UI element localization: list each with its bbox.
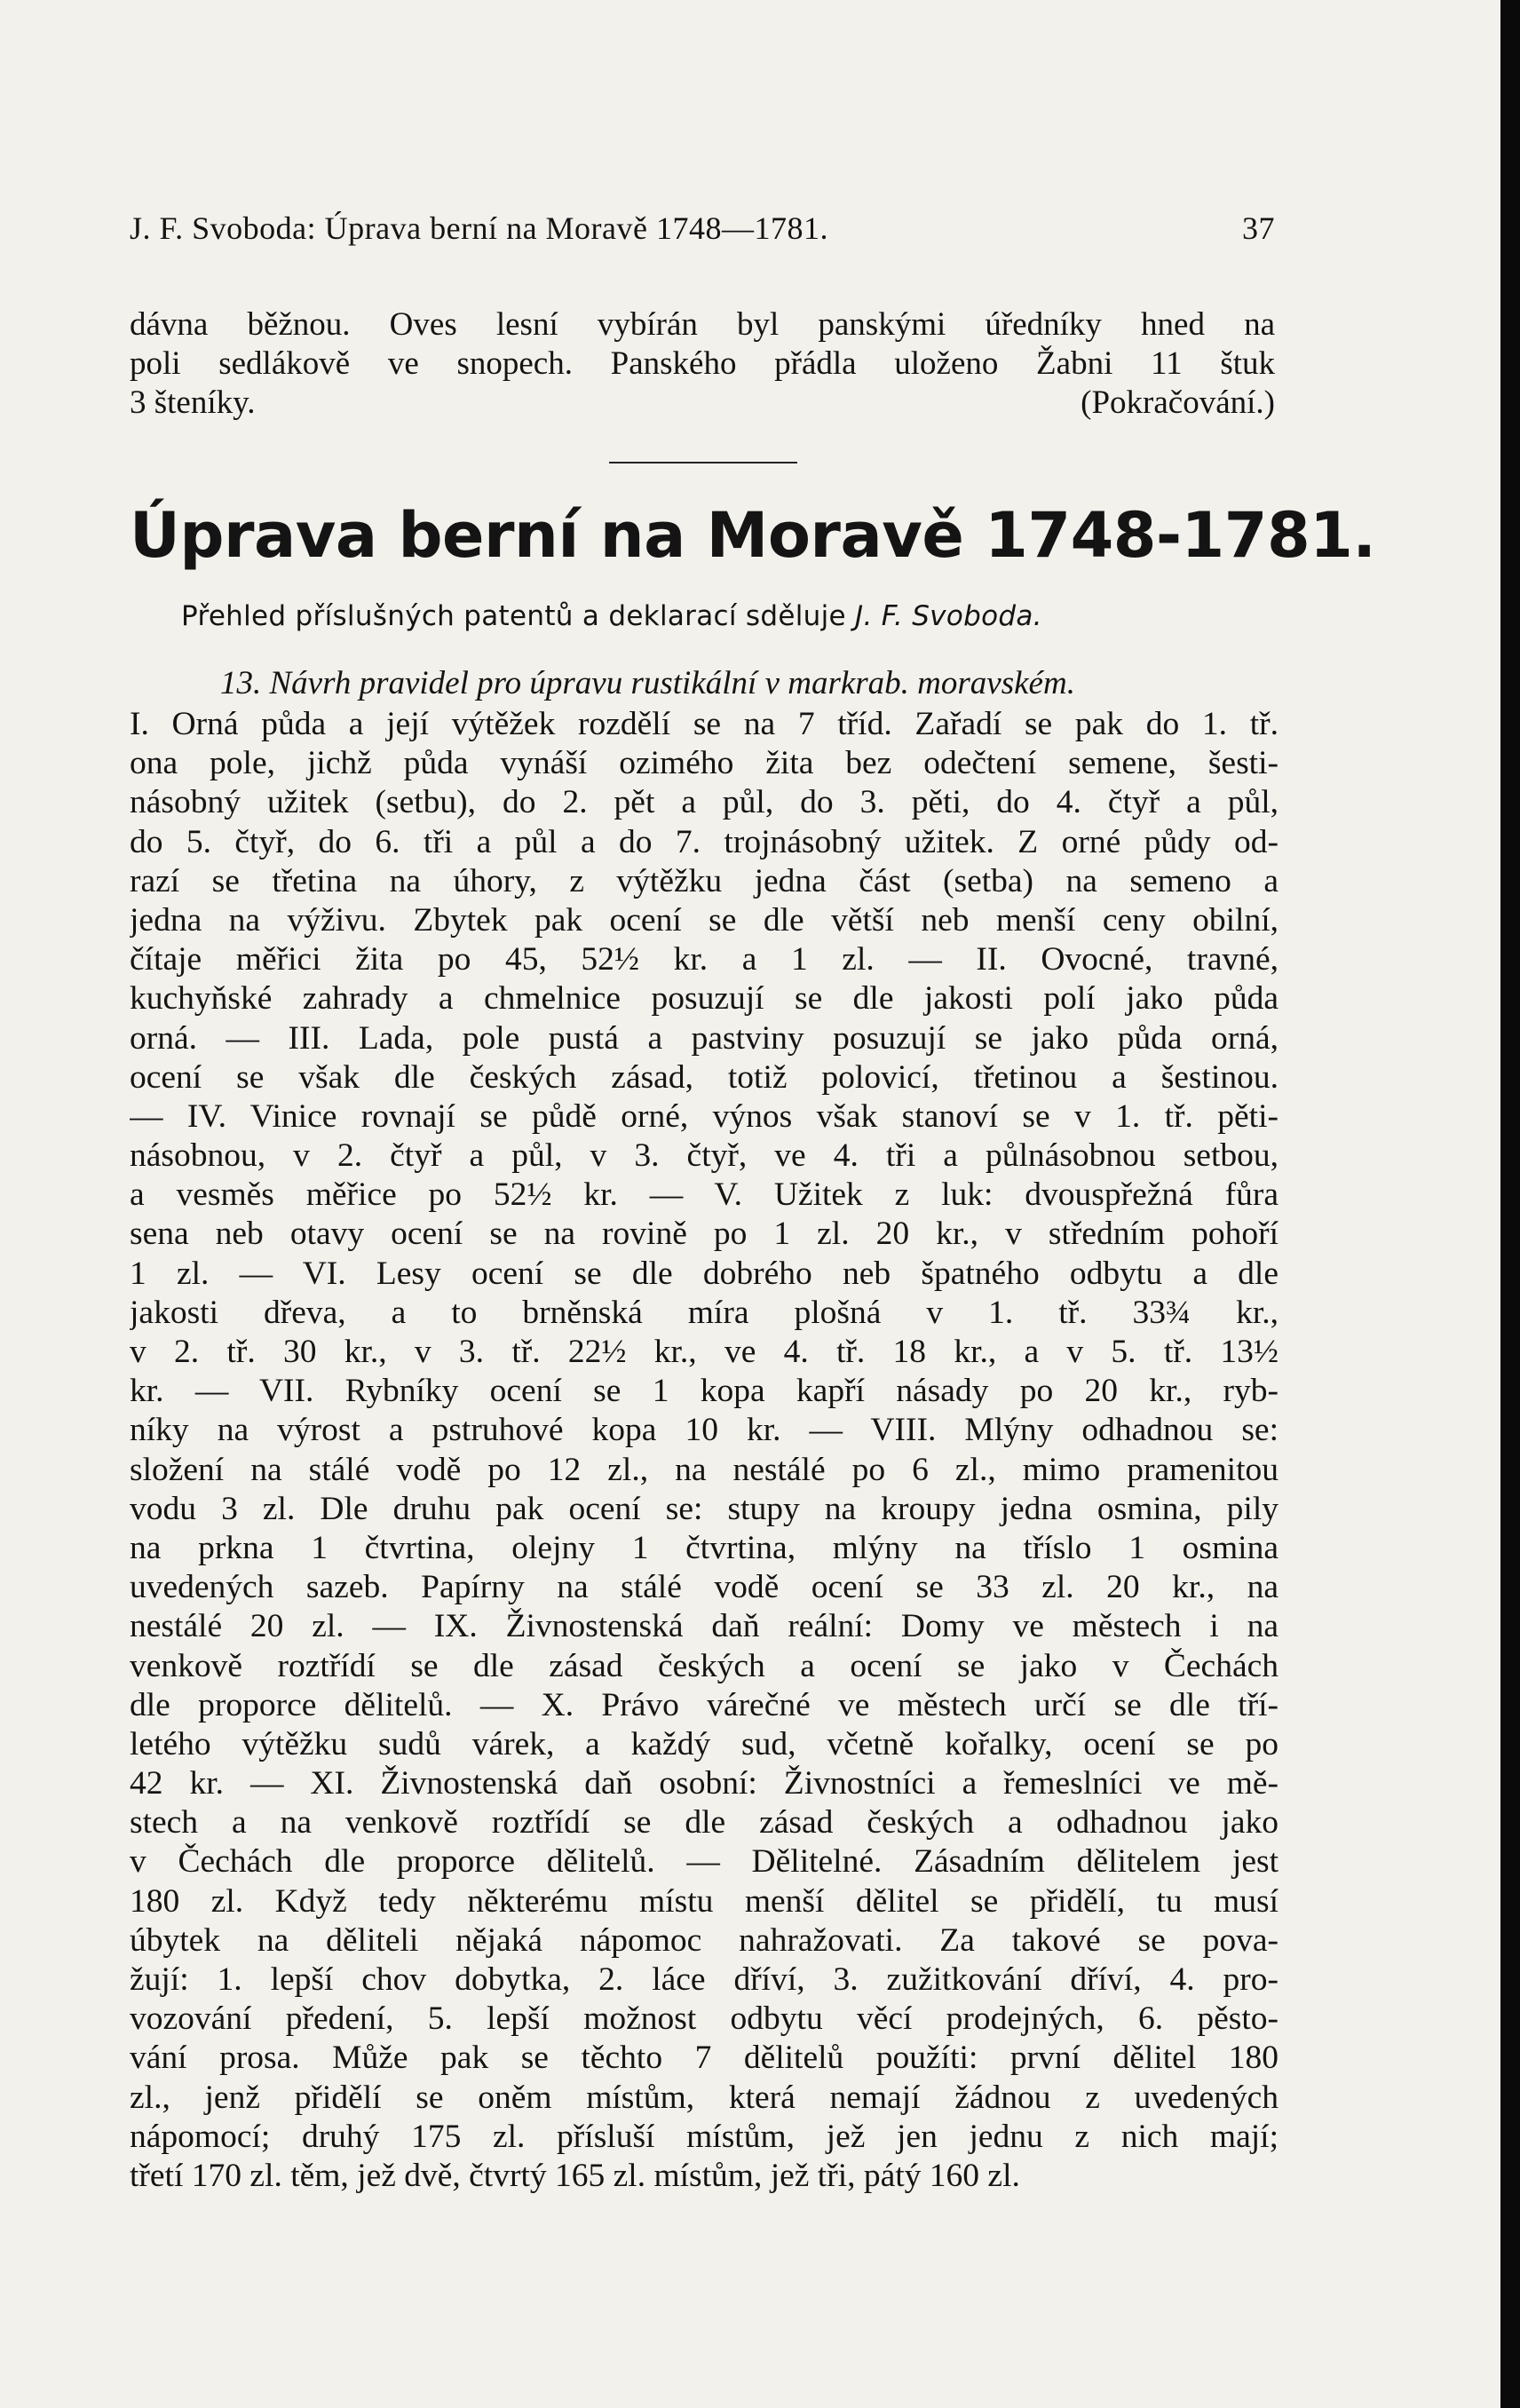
text-line: v 2. tř. 30 kr., v 3. tř. 22½ kr., ve 4. tř. 18 kr., a v 5. tř. 13½ (130, 1334, 1279, 1370)
text-line: jedna na výživu. Zbytek pak ocení se dle větší neb menší ceny obilní, (130, 901, 1279, 939)
text-line: čítaje měřici žita po 45, 52½ kr. a 1 zl. — II. Ovocné, travné, (130, 941, 1279, 978)
text-line: jakosti dřeva, a to brněnská míra plošná v 1. tř. 33¾ kr., (130, 1294, 1279, 1331)
text-line: žují: 1. lepší chov dobytka, 2. láce dříví, 3. zužitkování dříví, 4. pro- (130, 1961, 1279, 1998)
text-line: vozování předení, 5. lepší možnost odbytu věcí prodejných, 6. pěsto- (130, 2000, 1279, 2038)
continuation-line (130, 384, 1275, 423)
text-line: vání prosa. Může pak se těchto 7 dělitelů použíti: první dělitel 180 (130, 2040, 1279, 2077)
text-line: razí se třetina na úhory, z výtěžku jedna část (setba) na semeno a (130, 862, 1279, 899)
text-line: vodu 3 zl. Dle druhu pak ocení se: stupy na kroupy jedna osmina, pily (130, 1490, 1279, 1527)
text-line: letého výtěžku sudů várek, a každý sud, včetně kořalky, ocení se po (130, 1725, 1279, 1762)
article-subtitle (181, 597, 1264, 636)
text-line: zl., jenž přidělí se oněm místům, která nemají žádnou z uvedených (130, 2079, 1279, 2116)
text-line: kr. — VII. Rybníky ocení se 1 kopa kapří násady po 20 kr., ryb- (130, 1373, 1279, 1410)
text-line: v Čechách dle proporce dělitelů. — Dělitelné. Zásadním dělitelem jest (130, 1843, 1279, 1881)
section-divider (609, 462, 797, 463)
text-line: — IV. Vinice rovnají se půdě orné, výnos však stanoví se v 1. tř. pěti- (130, 1097, 1279, 1135)
text-line: ona pole, jichž půda vynáší ozimého žita bez odečtení semene, šesti- (130, 745, 1279, 782)
subtitle-text: Přehled příslušných patentů a deklarací sděluje (181, 600, 856, 632)
text-line: sena neb otavy ocení se na rovině po 1 zl. 20 kr., v středním pohoří (130, 1216, 1279, 1253)
running-header (130, 210, 1275, 247)
text-line: dle proporce dělitelů. — X. Právo várečné ve městech určí se dle tří- (130, 1686, 1279, 1723)
text-line: nápomocí; druhý 175 zl. přísluší místům, jež jen jednu z nich mají; (130, 2118, 1279, 2155)
text-line: stech a na venkově roztřídí se dle zásad českých a odhadnou jako (130, 1804, 1279, 1842)
section-heading: 13. Návrh pravidel pro úpravu rustikální v markrab. moravském. (220, 665, 1075, 701)
page-edge (1500, 0, 1520, 2408)
intro-paragraph (130, 305, 1275, 423)
text-line: orná. — III. Lada, pole pustá a pastviny posuzují se jako půda orná, (130, 1019, 1279, 1057)
text-line: násobný užitek (setbu), do 2. pět a půl, do 3. pěti, do 4. čtyř a půl, (130, 784, 1279, 821)
page-number: 37 (1242, 210, 1275, 246)
text-line: úbytek na děliteli nějaká nápomoc nahražovati. Za takové se pova- (130, 1921, 1279, 1959)
text-line: 180 zl. Když tedy některému místu menší dělitel se přidělí, tu musí (130, 1882, 1279, 1920)
text-line: 42 kr. — XI. Živnostenská daň osobní: Živnostníci a řemeslníci ve mě- (130, 1765, 1279, 1802)
text-line: do 5. čtyř, do 6. tři a půl a do 7. trojnásobný užitek. Z orné půdy od- (130, 823, 1279, 860)
text-line: venkově roztřídí se dle zásad českých a ocení se jako v Čechách (130, 1647, 1279, 1684)
text-line: nestálé 20 zl. — IX. Živnostenská daň reální: Domy ve městech i na (130, 1608, 1279, 1645)
text-line: I. Orná půda a její výtěžek rozdělí se na 7 tříd. Zařadí se pak do 1. tř. (130, 706, 1279, 742)
article-title: Úprava berní na Moravě 1748-1781. (130, 499, 1376, 572)
continuation-note: (Pokračování.) (1081, 384, 1275, 422)
running-title: J. F. Svoboda: Úprava berní na Moravě 1748—1781. (130, 210, 828, 246)
text-line: poli sedlákově ve snopech. Panského přádla uloženo Žabni 11 štuk (130, 345, 1275, 383)
text-line: kuchyňské zahrady a chmelnice posuzují se dle jakosti polí jako půda (130, 980, 1279, 1018)
text-line: složení na stálé vodě po 12 zl., na nestálé po 6 zl., mimo pramenitou (130, 1451, 1279, 1488)
text-line: 1 zl. — VI. Lesy ocení se dle dobrého neb špatného odbytu a dle (130, 1255, 1279, 1292)
text-line: uvedených sazeb. Papírny na stálé vodě ocení se 33 zl. 20 kr., na (130, 1569, 1279, 1606)
author-name: J. F. Svoboda. (855, 600, 1042, 632)
text-line: dávna běžnou. Oves lesní vybírán byl panskými úředníky hned na (130, 306, 1275, 343)
text-line: 3 šteníky. (130, 384, 256, 422)
text-line: níky na výrost a pstruhové kopa 10 kr. — VIII. Mlýny odhadnou se: (130, 1412, 1279, 1449)
text-line: třetí 170 zl. těm, jež dvě, čtvrtý 165 zl. místům, jež tři, pátý 160 zl. (130, 2157, 1020, 2194)
body-paragraph (130, 705, 1279, 2196)
text-line: na prkna 1 čtvrtina, olejny 1 čtvrtina, mlýny na tříslo 1 osmina (130, 1529, 1279, 1566)
text-line: násobnou, v 2. čtyř a půl, v 3. čtyř, ve 4. tři a půlnásobnou setbou, (130, 1137, 1279, 1175)
text-line: ocení se však dle českých zásad, totiž polovicí, třetinou a šestinou. (130, 1058, 1279, 1096)
text-line: a vesměs měřice po 52½ kr. — V. Užitek z luk: dvouspřežná fůra (130, 1176, 1279, 1214)
